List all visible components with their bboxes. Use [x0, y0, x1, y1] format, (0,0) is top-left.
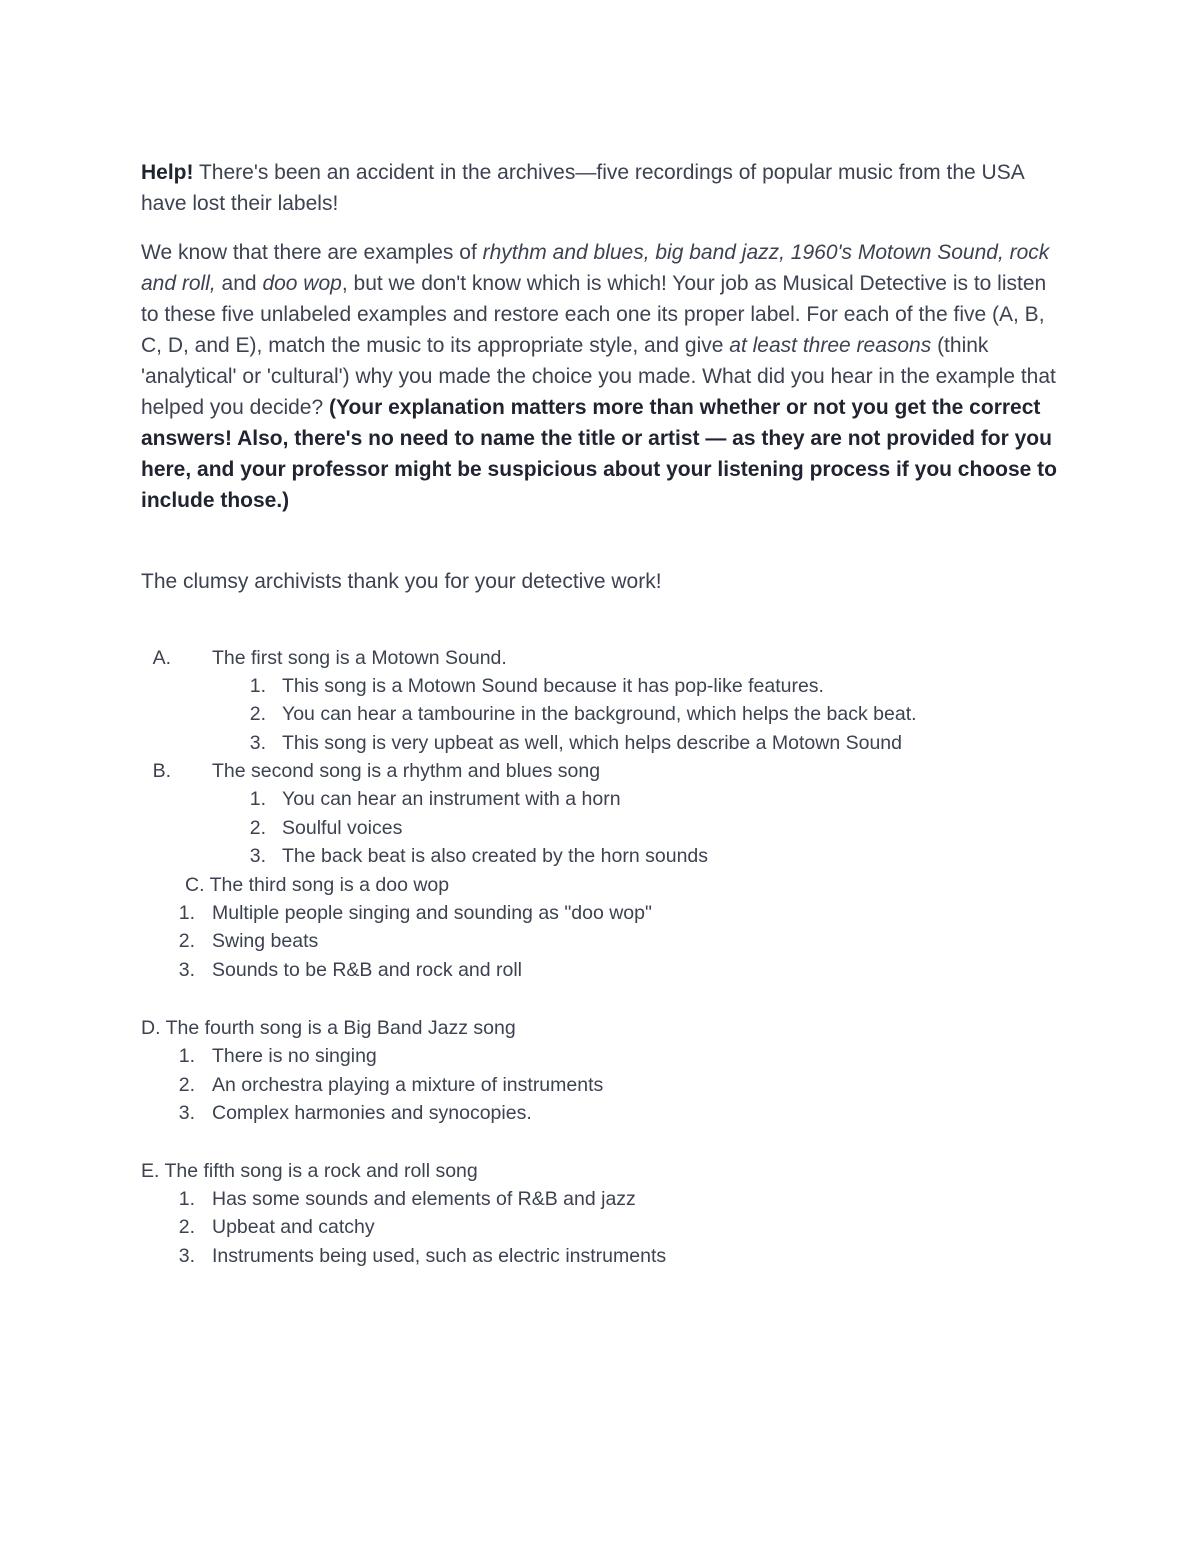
list-marker: B.: [152, 760, 171, 782]
list-item-text: This song is very upbeat as well, which helps describe a Motown Sound: [282, 732, 902, 754]
list-marker: 3.: [178, 1102, 195, 1124]
list-marker: 1.: [249, 788, 266, 810]
list-marker: 1.: [178, 1188, 195, 1210]
list-marker: 3.: [178, 1245, 195, 1267]
list-item-text: You can hear a tambourine in the background, which helps the back beat.: [282, 703, 917, 725]
list-item-text: An orchestra playing a mixture of instruments: [212, 1074, 604, 1096]
list-marker: 1.: [178, 1045, 195, 1067]
help-label: Help!: [141, 161, 194, 184]
list-item-text: Has some sounds and elements of R&B and jazz: [212, 1188, 636, 1210]
answer-d-heading: D. The fourth song is a Big Band Jazz song: [141, 1017, 516, 1039]
answer-b-text: The second song is a rhythm and blues song: [212, 760, 601, 782]
list-item-text: Multiple people singing and sounding as "doo wop": [212, 902, 652, 924]
list-marker: 3.: [249, 845, 266, 867]
list-item-text: Instruments being used, such as electric instruments: [212, 1245, 667, 1267]
instructions-bold-note: (Your explanation matters more than whether or not you get the correct answers! Also, there's no need to name the title or artist — as they are not provided for you here, and your professor might be suspicious about your listening process if you choose to include those.): [141, 396, 1057, 512]
list-item-text: Upbeat and catchy: [212, 1216, 375, 1238]
list-marker: 3.: [249, 732, 266, 754]
list-item-text: Sounds to be R&B and rock and roll: [212, 959, 523, 981]
list-marker: A.: [152, 647, 171, 669]
reasons-italic: at least three reasons: [729, 334, 932, 357]
styles-list-italic: rhythm and blues, big band jazz, 1960's Motown Sound, rock and roll,: [141, 241, 1050, 295]
thanks-paragraph: The clumsy archivists thank you for your detective work!: [141, 570, 662, 593]
list-item-text: You can hear an instrument with a horn: [282, 788, 621, 810]
list-marker: 2.: [249, 817, 266, 839]
intro-text: There's been an accident in the archives—five recordings of popular music from the USA have lost their labels!: [141, 161, 1024, 215]
list-item-text: This song is a Motown Sound because it has pop-like features.: [282, 675, 824, 697]
list-item-text: There is no singing: [212, 1045, 377, 1067]
instructions-text-c: , but we don't know which is which! Your job as Musical Detective is to listen to these five unlabeled examples and restore each one its proper label. For each of the five (A, B, C, D, and E), match the music to its appropriate style, and give: [141, 272, 1047, 357]
list-marker: 2.: [178, 930, 195, 952]
intro-paragraph: [141, 157, 1061, 219]
list-item-text: Swing beats: [212, 930, 319, 952]
list-marker: 2.: [178, 1216, 195, 1238]
instructions-text-a: We know that there are examples of: [141, 241, 483, 264]
list-item-text: The back beat is also created by the horn sounds: [282, 845, 709, 867]
answer-a-text: The first song is a Motown Sound.: [212, 647, 507, 669]
instructions-text-b: and: [215, 272, 263, 295]
list-item-text: Complex harmonies and synocopies.: [212, 1102, 532, 1124]
list-marker: 1.: [178, 902, 195, 924]
instructions-paragraph: [141, 237, 1061, 516]
list-marker: 2.: [178, 1074, 195, 1096]
list-marker: 1.: [249, 675, 266, 697]
list-marker: 2.: [249, 703, 266, 725]
list-item-text: Soulful voices: [282, 817, 403, 839]
answer-c-heading: C. The third song is a doo wop: [185, 874, 450, 896]
doo-wop-italic: doo wop: [262, 272, 342, 295]
list-marker: 3.: [178, 959, 195, 981]
instructions-text-d: (think 'analytical' or 'cultural') why you made the choice you made. What did you hear in the example that helped you decide?: [141, 334, 1056, 419]
answer-e-heading: E. The fifth song is a rock and roll song: [141, 1160, 478, 1182]
